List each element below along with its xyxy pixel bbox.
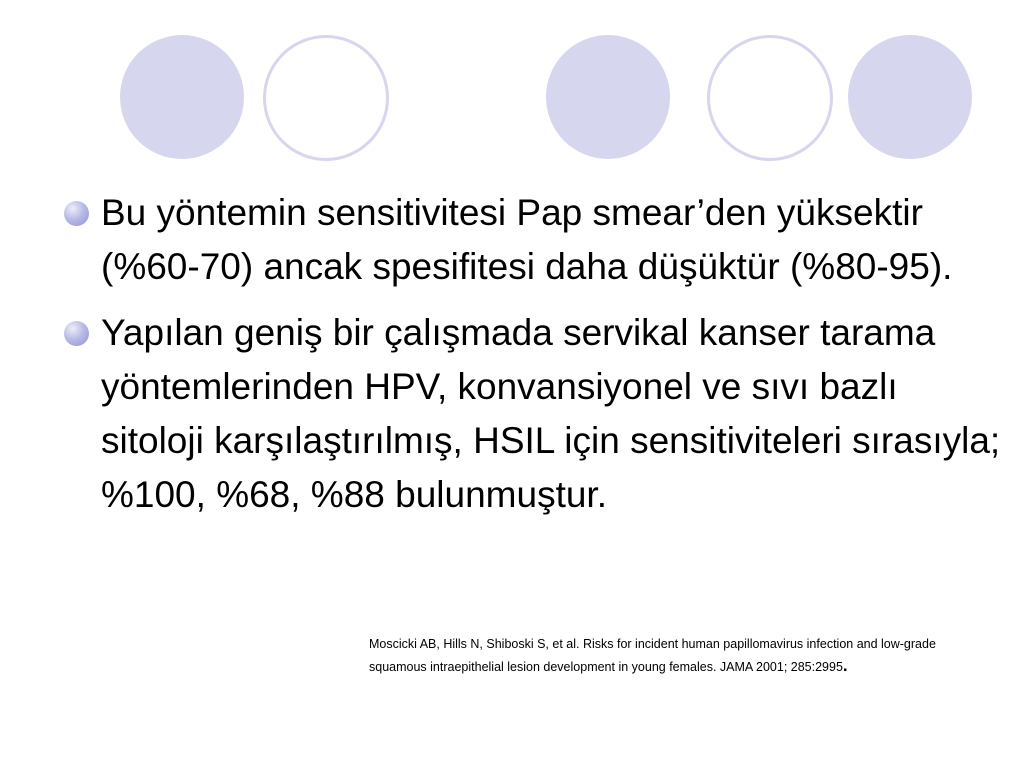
bullet-list — [60, 186, 1005, 534]
decorative-circle-outline-1 — [263, 35, 389, 161]
bullet-item-1 — [60, 186, 1005, 294]
sphere-bullet-icon — [64, 321, 89, 346]
decorative-circle-filled-3 — [848, 35, 972, 159]
reference-citation — [369, 634, 989, 678]
bullet-text-1: Bu yöntemin sensitivitesi Pap smear’den yüksektir (%60-70) ancak spesifitesi daha düşüktür (%80-95). — [101, 192, 953, 287]
decorative-circle-filled-2 — [546, 35, 670, 159]
sphere-bullet-icon — [64, 201, 89, 226]
decorative-circle-filled-1 — [120, 35, 244, 159]
reference-end-mark: . — [842, 656, 848, 675]
bullet-text-2: Yapılan geniş bir çalışmada servikal kanser tarama yöntemlerinden HPV, konvansiyonel ve sıvı bazlı sitoloji karşılaştırılmış, HSIL için sensitiviteleri sırasıyla; %100, %68, %88 bulunmuştur. — [101, 312, 1001, 515]
bullet-item-2 — [60, 306, 1005, 522]
reference-text: Moscicki AB, Hills N, Shiboski S, et al. Risks for incident human papillomavirus infection and low-grade squamous intraepithelial lesion development in young females. JAMA 2001; 285:2995 — [369, 637, 936, 674]
decorative-circle-outline-2 — [707, 35, 833, 161]
